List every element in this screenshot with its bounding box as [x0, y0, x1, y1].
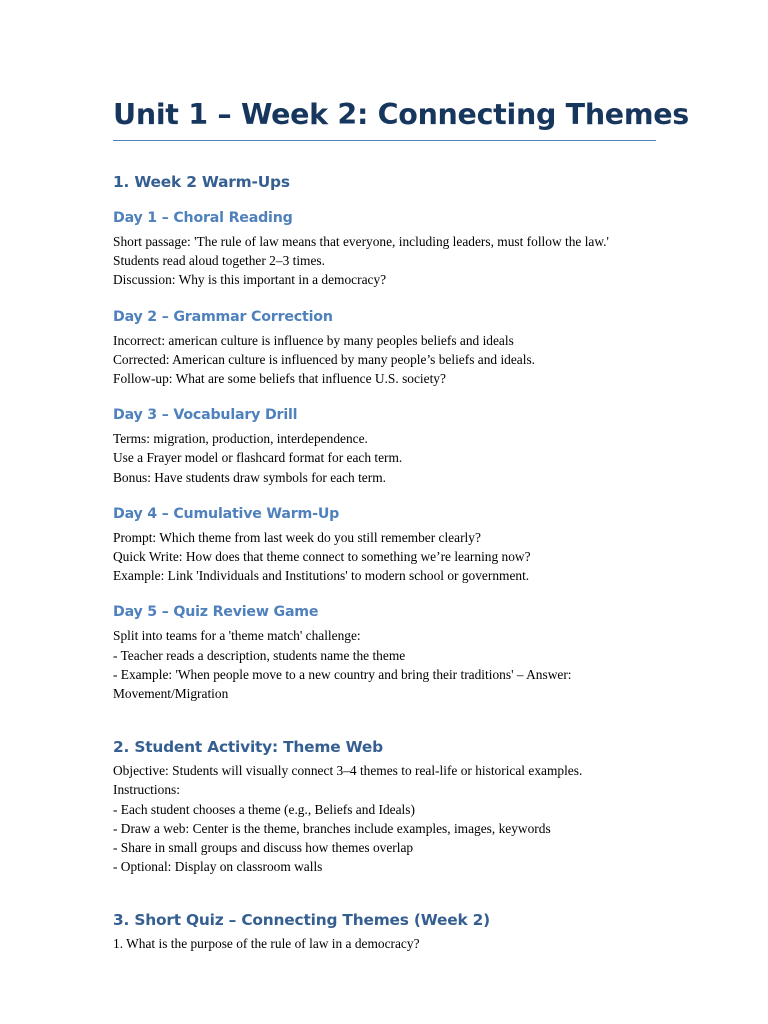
body-line: Terms: migration, production, interdependence.: [113, 431, 368, 447]
section-heading: 2. Student Activity: Theme Web: [113, 738, 383, 757]
body-line: - Optional: Display on classroom walls: [113, 859, 323, 875]
body-line: Follow-up: What are some beliefs that influence U.S. society?: [113, 371, 446, 387]
body-line: Incorrect: american culture is influence by many peoples beliefs and ideals: [113, 332, 514, 348]
day-body: [113, 528, 658, 586]
title-divider: [113, 140, 656, 141]
body-line: - Draw a web: Center is the theme, branches include examples, images, keywords: [113, 820, 551, 836]
section-body: [113, 761, 658, 876]
day-body: [113, 232, 658, 290]
day-body: [113, 626, 658, 703]
day-block: [113, 602, 658, 703]
body-line: Quick Write: How does that theme connect to something we’re learning now?: [113, 549, 531, 565]
body-line: Prompt: Which theme from last week do you still remember clearly?: [113, 529, 481, 545]
day-heading: Day 2 – Grammar Correction: [113, 308, 333, 325]
day-heading: Day 1 – Choral Reading: [113, 210, 293, 226]
body-line: - Example: 'When people move to a new country and bring their traditions' – Answer:: [113, 666, 572, 682]
section-student-activity: [113, 737, 658, 876]
quiz-question: 1. What is the purpose of the rule of law in a democracy?: [113, 936, 420, 952]
day-block: [113, 208, 658, 290]
day-body: [113, 331, 658, 389]
section-warm-ups: [113, 172, 658, 703]
body-line: Corrected: American culture is influenced by many people’s beliefs and ideals.: [113, 351, 536, 367]
day-heading: Day 4 – Cumulative Warm-Up: [113, 505, 340, 522]
day-block: [113, 307, 658, 389]
day-block: [113, 405, 658, 487]
document-page: [113, 96, 689, 954]
document-title: Unit 1 – Week 2: Connecting Themes: [113, 98, 689, 131]
body-line: Movement/Migration: [113, 686, 229, 702]
day-heading: Day 5 – Quiz Review Game: [113, 604, 319, 621]
section-heading: 1. Week 2 Warm-Ups: [113, 173, 290, 191]
body-line: - Teacher reads a description, students name the theme: [113, 647, 406, 663]
body-line: Bonus: Have students draw symbols for each term.: [113, 469, 386, 485]
body-line: Split into teams for a 'theme match' challenge:: [113, 628, 361, 644]
day-block: [113, 504, 658, 586]
body-line: Objective: Students will visually connect 3–4 themes to real-life or historical examples.: [113, 763, 583, 779]
body-line: Discussion: Why is this important in a democracy?: [113, 272, 387, 288]
body-line: Students read aloud together 2–3 times.: [113, 253, 325, 269]
day-heading: Day 3 – Vocabulary Drill: [113, 407, 298, 424]
body-line: - Each student chooses a theme (e.g., Beliefs and Ideals): [113, 801, 415, 817]
body-line: Short passage: 'The rule of law means that everyone, including leaders, must follow the law.': [113, 234, 609, 249]
day-body: [113, 429, 658, 487]
body-line: Example: Link 'Individuals and Institutions' to modern school or government.: [113, 568, 530, 584]
section-heading: 3. Short Quiz – Connecting Themes (Week 2): [113, 911, 490, 930]
body-line: Use a Frayer model or flashcard format for each term.: [113, 450, 403, 466]
body-line: Instructions:: [113, 782, 180, 798]
section-short-quiz: [113, 910, 658, 953]
body-line: - Share in small groups and discuss how themes overlap: [113, 840, 414, 856]
section-body: [113, 934, 658, 953]
